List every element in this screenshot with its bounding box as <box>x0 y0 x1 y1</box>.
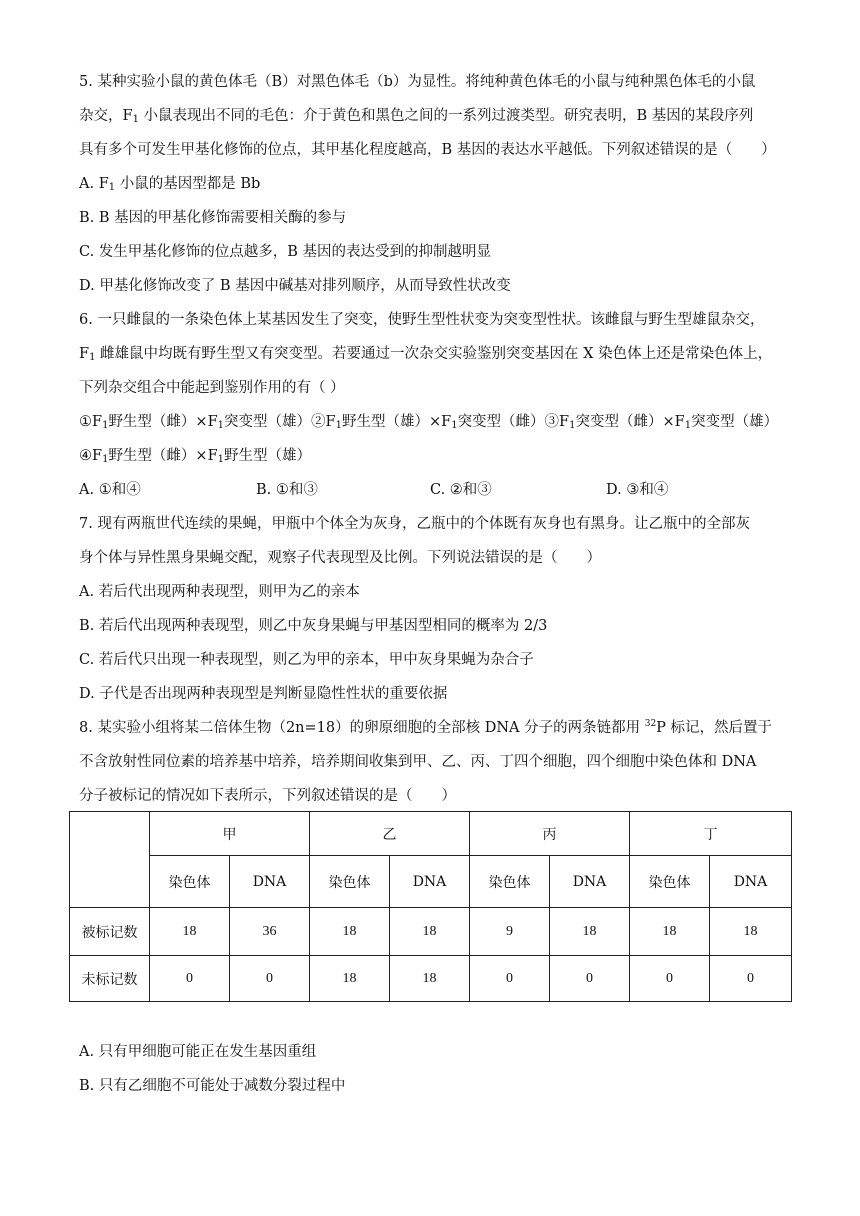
table-cell: 0 <box>710 956 792 1002</box>
row-label: 被标记数 <box>70 908 150 956</box>
q7-option-d: D. 子代是否出现两种表现型是判断显隐性性状的重要依据 <box>79 686 448 702</box>
q6-option-b: B. ①和③ <box>256 482 318 498</box>
q7-stem-line2: 身个体与异性黑身果蝇交配，观察子代表现型及比例。下列说法错误的是（ ） <box>79 550 601 566</box>
q5-option-d: D. 甲基化修饰改变了 B 基因中碱基对排列顺序，从而导致性状改变 <box>79 278 511 294</box>
q8-stem-line2: 不含放射性同位素的培养基中培养，培养期间收集到甲、乙、丙、丁四个细胞，四个细胞中染色体和 DNA <box>79 754 757 770</box>
q5-option-b: B. B 基因的甲基化修饰需要相关酶的参与 <box>79 210 347 226</box>
subheader-cell: 染色体 <box>470 856 550 908</box>
q7-option-c: C. 若后代只出现一种表现型，则乙为甲的亲本，甲中灰身果蝇为杂合子 <box>79 652 534 668</box>
q7-option-a: A. 若后代出现两种表现型，则甲为乙的亲本 <box>79 584 360 600</box>
q6-stem-line3: 下列杂交组合中能起到鉴别作用的有（ ） <box>79 380 345 396</box>
table-header-row <box>70 812 792 856</box>
header-cell-yi: 乙 <box>310 812 470 856</box>
q5-option-a: A. $F_1$ 小鼠的基因型都是 Bb <box>79 176 261 193</box>
subheader-cell: DNA <box>390 856 470 908</box>
table-cell: 18 <box>310 956 390 1002</box>
q5-stem-line2: 杂交，$F_1$ 小鼠表现出不同的毛色：介于黄色和黑色之间的一系列过渡类型。研究表明，B 基因的某段序列 <box>79 108 754 125</box>
subheader-cell: 染色体 <box>310 856 390 908</box>
table-cell: 18 <box>390 908 470 956</box>
table-subheader-row <box>70 856 792 908</box>
table-cell: 18 <box>550 908 630 956</box>
table-cell: 0 <box>470 956 550 1002</box>
table-cell: 0 <box>150 956 230 1002</box>
q6-options-row <box>79 480 799 500</box>
table-cell: 18 <box>710 908 792 956</box>
q6-option-d: D. ③和④ <box>606 482 669 498</box>
q8-option-b: B. 只有乙细胞不可能处于减数分裂过程中 <box>79 1078 346 1094</box>
label-count-table <box>69 811 792 1002</box>
header-cell-jia: 甲 <box>150 812 310 856</box>
table-cell: 0 <box>230 956 310 1002</box>
q7-option-b: B. 若后代出现两种表现型，则乙中灰身果蝇与甲基因型相同的概率为 2/3 <box>79 618 548 634</box>
subheader-cell: DNA <box>710 856 792 908</box>
table-row <box>70 956 792 1002</box>
row-label: 未标记数 <box>70 956 150 1002</box>
table-corner-cell <box>70 812 150 908</box>
q5-stem-line1: 5. 某种实验小鼠的黄色体毛（B）对黑色体毛（b）为显性。将纯种黄色体毛的小鼠与纯种黑色体毛的小鼠 <box>79 74 756 90</box>
table-cell: 0 <box>550 956 630 1002</box>
q6-stem-line2: $F_1$ 雌雄鼠中均既有野生型又有突变型。若要通过一次杂交实验鉴别突变基因在 X 染色体上还是常染色体上， <box>79 346 773 363</box>
q8-stem-line3: 分子被标记的情况如下表所示，下列叙述错误的是（ ） <box>79 788 456 804</box>
q8-stem-line1: 8. 某实验小组将某二倍体生物（2n=18）的卵原细胞的全部核 DNA 分子的两条链都用 $^{32}$P 标记，然后置于 <box>79 719 773 736</box>
table-cell: 36 <box>230 908 310 956</box>
header-cell-bing: 丙 <box>470 812 630 856</box>
table-cell: 18 <box>150 908 230 956</box>
q7-stem-line1: 7. 现有两瓶世代连续的果蝇，甲瓶中个体全为灰身，乙瓶中的个体既有灰身也有黑身。让乙瓶中的全部灰 <box>79 516 750 532</box>
q6-combo-line1: $①F_1$野生型（雌）$\times F_1$突变型（雄）$②F_1$野生型（雄）$\times F_1$突变型（雌）$③F_1$突变型（雌）$\times F_1$突变型（雄） <box>79 414 779 431</box>
q6-option-c: C. ②和③ <box>430 482 492 498</box>
table-cell: 18 <box>310 908 390 956</box>
q6-stem-line1: 6. 一只雌鼠的一条染色体上某基因发生了突变，使野生型性状变为突变型性状。该雌鼠与野生型雄鼠杂交， <box>79 312 765 328</box>
table-cell: 0 <box>630 956 710 1002</box>
q6-option-a: A. ①和④ <box>79 482 141 498</box>
table-row <box>70 908 792 956</box>
subheader-cell: 染色体 <box>630 856 710 908</box>
q5-option-c: C. 发生甲基化修饰的位点越多，B 基因的表达受到的抑制越明显 <box>79 244 492 260</box>
subheader-cell: DNA <box>550 856 630 908</box>
subheader-cell: DNA <box>230 856 310 908</box>
table-cell: 18 <box>630 908 710 956</box>
table-cell: 18 <box>390 956 470 1002</box>
table-cell: 9 <box>470 908 550 956</box>
q6-combo-line2: $④F_1$野生型（雌）$\times F_1$野生型（雄） <box>79 448 312 465</box>
q5-stem-line3: 具有多个可发生甲基化修饰的位点，其甲基化程度越高，B 基因的表达水平越低。下列叙述错误的是（ ） <box>79 142 776 158</box>
q8-option-a: A. 只有甲细胞可能正在发生基因重组 <box>79 1044 317 1060</box>
subheader-cell: 染色体 <box>150 856 230 908</box>
header-cell-ding: 丁 <box>630 812 792 856</box>
